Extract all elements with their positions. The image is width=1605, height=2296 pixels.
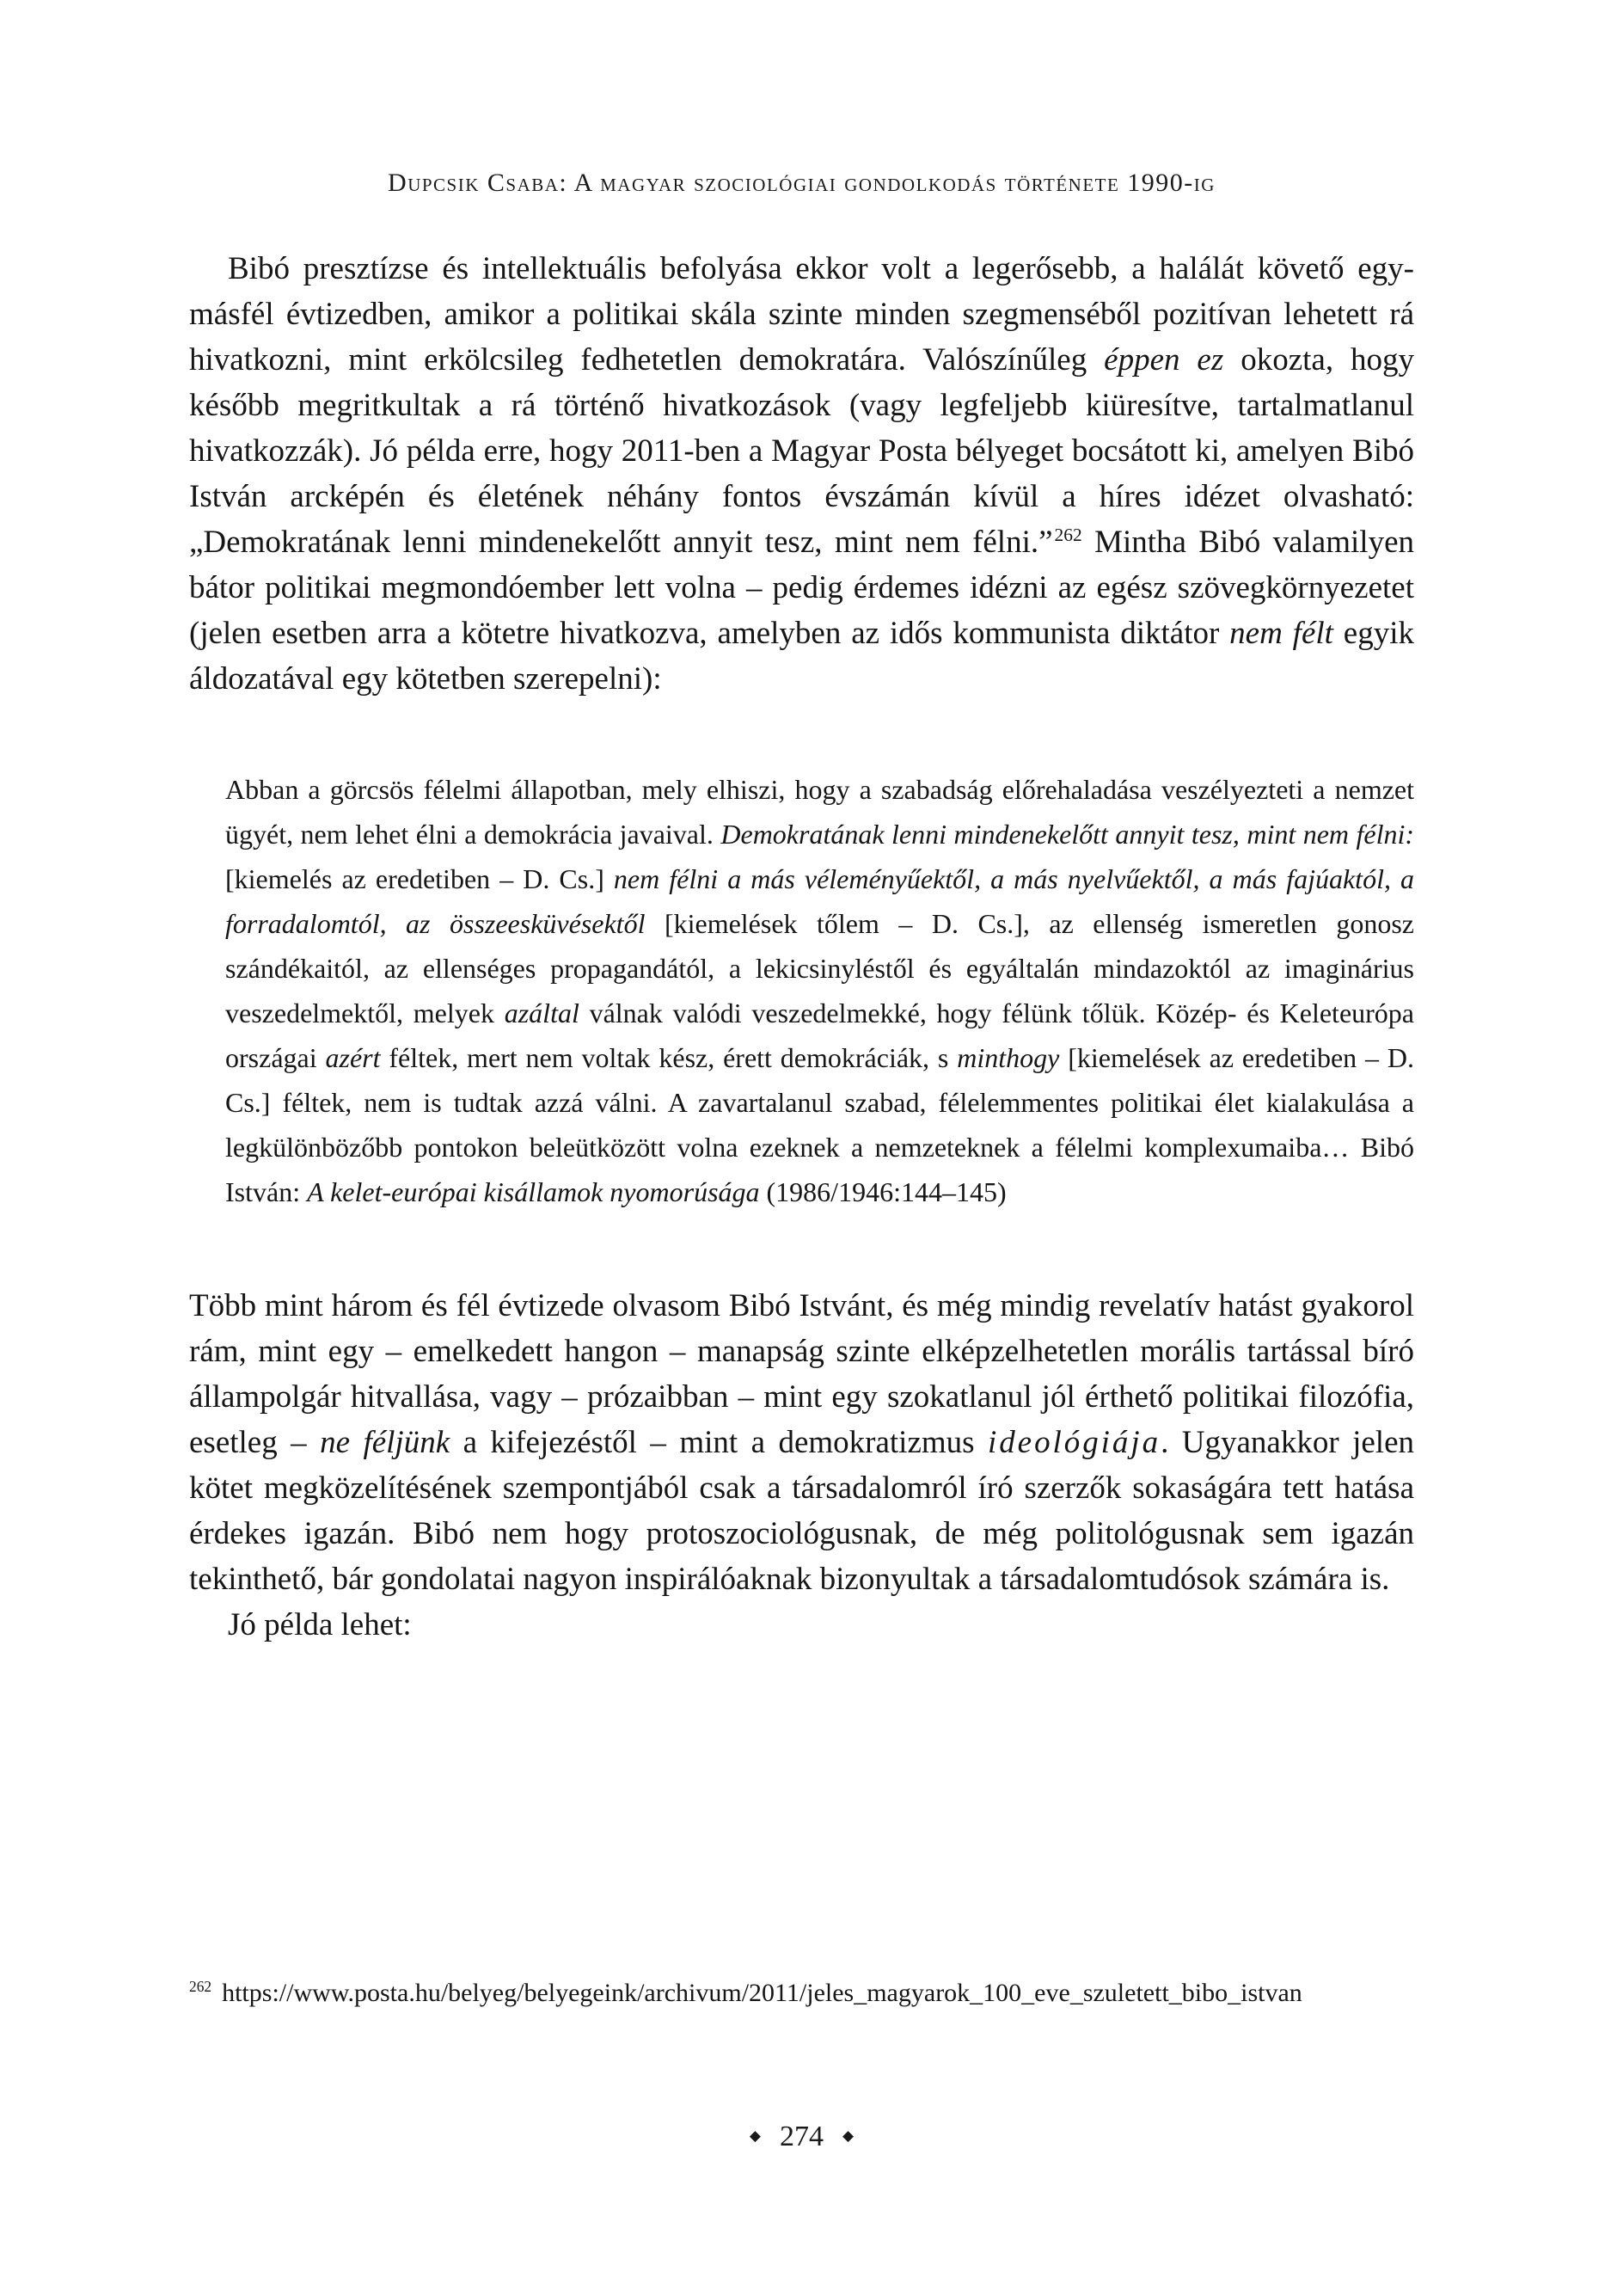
block-quote-bibo xyxy=(225,767,1414,1214)
footnote-reference: 262 xyxy=(1054,524,1082,545)
text-segment: féltek, mert nem voltak kész, érett demokráciák, s xyxy=(380,1042,958,1073)
page-number-value: 274 xyxy=(780,2121,824,2152)
text-segment: (1986/1946:144–145) xyxy=(759,1176,1007,1207)
emphasis-text: ne féljünk xyxy=(320,1425,450,1460)
text-segment: [kiemelések az eredetiben – D. Cs.] féltek, nem is tudtak azzá válni. A zavartalanul szabad, félelemmentes politikai élet kialakulása a legkülönbözőbb pontokon beleütközött volna ezeknek a nemzeteknek a félelmi komplexumaiba… Bibó István: xyxy=(225,1042,1415,1207)
footnote-number: 262 xyxy=(189,1978,212,1995)
running-header: Dupcsik Csaba: A magyar szociológiai gondolkodás története 1990-ig xyxy=(388,169,1216,197)
emphasis-text: éppen ez xyxy=(1104,342,1224,378)
text-segment: Mintha Bibó valamilyen bátor politikai megmondóember lett volna – pedig érdemes idézni az egész szövegkörnyezetet (jelen esetben arra a kötetre hivatkozva, amelyben az idős kommunista diktátor xyxy=(189,525,1414,651)
footnote xyxy=(189,1971,1343,2016)
text-segment: Abban a görcsös félelmi állapotban, mely elhiszi, hogy a szabadság előrehaladása veszélyezteti a nemzet ügyét, nem lehet élni a demokrácia javaival. xyxy=(225,774,1414,850)
emphasis-text: azért xyxy=(325,1042,381,1073)
paragraph-commentary xyxy=(189,1283,1414,1602)
emphasis-text: azáltal xyxy=(504,998,579,1028)
text-segment: a kifejezéstől – mint a demokratizmus xyxy=(450,1425,988,1460)
paragraph-intro xyxy=(189,246,1414,702)
emphasis-text: A kelet-európai kisállamok nyomorúsága xyxy=(307,1176,760,1207)
emphasis-text: nem félni a más véleményűektől, a más nyelvűektől, a más fajúaktól, a forradalomtól, az összeesküvésektől xyxy=(225,863,1415,939)
text-segment: Több mint három és fél évtizede olvasom Bibó Istvánt, és még mindig revelatív hatást gyakorol rám, mint egy – emelkedett hangon – manapság szinte elképzelhetetlen morális tartással bíró állampolgár hitvallása, vagy – prózaibban – mint egy szokatlanul jól érthető politikai filozófia, esetleg – xyxy=(189,1288,1414,1460)
text-segment: . Ugyanakkor jelen kötet megközelítésének szempontjából csak a társadalomról író szerzők sokaságára tett hatása érdekes igazán. Bibó nem hogy protoszociológusnak, de még politológusnak sem igazán tekinthető, bár gondolatai nagyon inspirálóaknak bizonyultak a társadalomtudósok számára is. xyxy=(189,1425,1414,1597)
text-segment: [kiemelés az eredetiben – D. Cs.] xyxy=(225,863,614,894)
text-segment: Jó példa lehet: xyxy=(228,1607,412,1642)
text-segment: válnak valódi veszedelmekké, hogy félünk tőlük. Közép- és Keleteurópa országai xyxy=(225,998,1415,1073)
emphasis-text: nem félt xyxy=(1229,616,1333,651)
emphasis-text: ideológiája xyxy=(987,1425,1161,1460)
page-number xyxy=(189,2121,1414,2153)
diamond-bullet-left-icon: ◆ xyxy=(749,2127,761,2144)
text-segment: okozta, hogy később megritkultak a rá történő hivatkozások (vagy legfeljebb kiüresítve, tartalmatlanul hivatkozzák). Jó példa erre, hogy 2011-ben a Magyar Posta bélyeget bocsátott ki, amelyen Bibó István arcképén és életének néhány fontos évszámán kívül a híres idézet olvasható: „Demokratának lenni mindenekelőtt annyit tesz, mint nem félni.” xyxy=(189,342,1415,560)
footnote-url-text: https://www.posta.hu/belyeg/belyegeink/archivum/2011/jeles_magyarok_100_eve_szuletett_bibo_istvan xyxy=(222,1979,1302,2007)
emphasis-text: minthogy xyxy=(957,1042,1060,1073)
text-segment: [kiemelések tőlem – D. Cs.], az ellenség ismeretlen gonosz szándékaitól, az ellenséges propagandától, a lekicsinyléstől és egyáltalán mindazoktól az imaginárius veszedelmektől, melyek xyxy=(225,908,1415,1028)
paragraph-example-lead xyxy=(189,1602,1414,1648)
text-segment: Bibó presztízse és intellektuális befolyása ekkor volt a legerősebb, a halálát követő egy-másfél évtizedben, amikor a politikai skála szinte minden szegmenséből pozitívan lehetett rá hivatkozni, mint erkölcsileg fedhetetlen demokratára. Valószínűleg xyxy=(189,251,1414,378)
text-segment: egyik áldozatával egy kötetben szerepelni): xyxy=(189,616,1414,697)
diamond-bullet-right-icon: ◆ xyxy=(842,2127,855,2144)
emphasis-text: Demokratának lenni mindenekelőtt annyit tesz, mint nem félni: xyxy=(720,819,1415,850)
text-block xyxy=(189,246,1414,1648)
